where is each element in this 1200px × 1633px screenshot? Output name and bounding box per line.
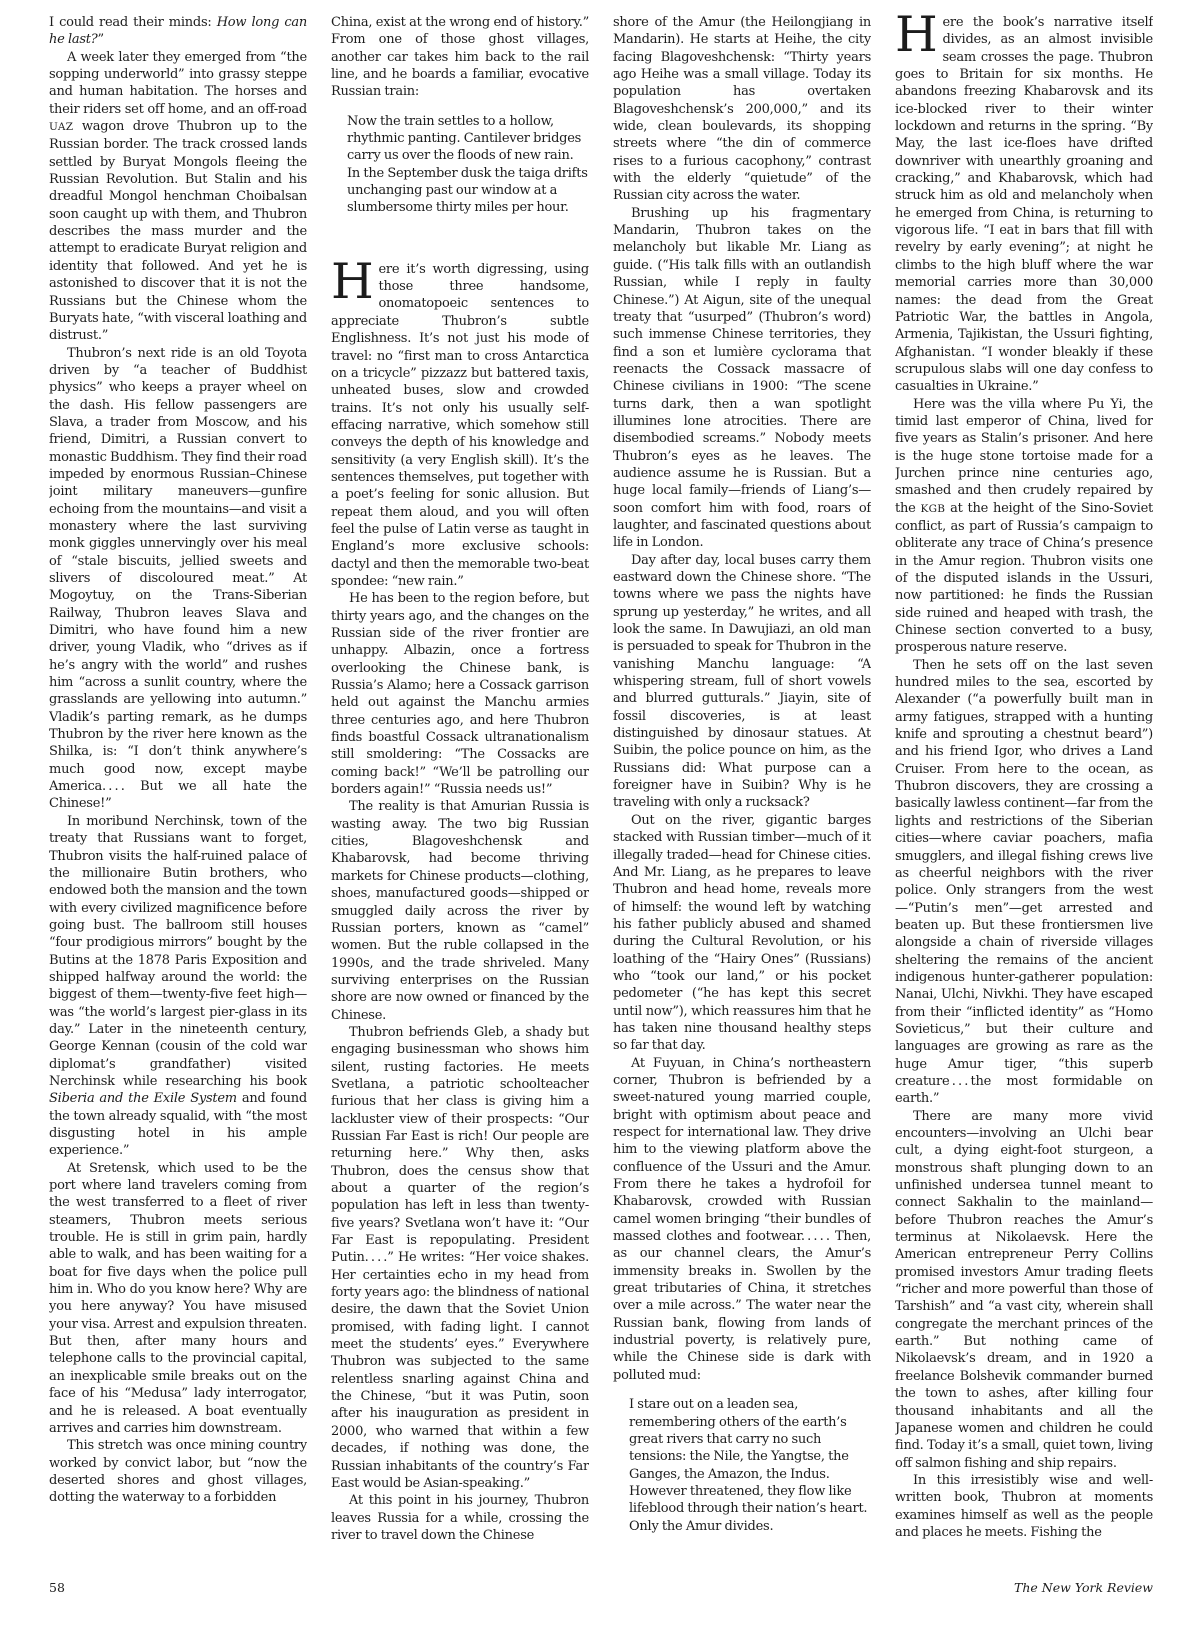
paragraph: There are many more vivid encounters—involving an Ulchi bear cult, a dying eight-foot sturgeon, a monstrous shaft plunging down to an unfinished undersea tunnel meant to connect Sakhalin to the mainland—before Thubron reaches the Amur’s terminus at Nikolaevsk. Here the American entrepreneur Perry Collins promised investors Amur trading fleets “richer and more powerful than those of Tarshish” and “a vast city, wherein shall congregate the merchant princes of the earth.” But nothing came of Nikolaevsk’s dream, and in 1920 a freelance Bolshevik commander burned the town to ashes, after killing four thousand inhabitants and all the Japanese women and children he could find. Today it’s a small, quiet town, living off salmon fishing and ship repairs. [895, 1108, 1153, 1471]
small-caps-text: KGB [920, 502, 946, 515]
text-run: In moribund Nerchinsk, town of the treaty that Russians want to forget, Thubron visits the half-ruined palace of the millionaire Butin brothers, who endowed both the mansion and the town with every civilized magnificence before going bust. The ballroom still houses “four prodigious mirrors” bought by the Butins at the 1878 Paris Exposition and shipped halfway around the world: the biggest of them—twenty-five feet high—was “the world’s largest pier-glass in its day.” Later in the nineteenth century, George Kennan (cousin of the cold war diplomat’s grandfather) visited Nerchinsk while researching his book [49, 813, 307, 1089]
text-run: wagon drove Thubron up to the Russian border. The track crossed lands settled by Buryat Mongols fleeing the Russian Revolution. But Stalin and his dreadful Mongol henchman Choibalsan soon caught up with them, and Thubron describes the mass murder and the attempt to eradicate Buryat religion and identity that followed. And yet he is astonished to discover that it is not the Russians but the Chinese whom the Buryats hate, “with visceral loathing and distrust.” [49, 119, 307, 344]
paragraph [331, 252, 589, 591]
paragraph: At Sretensk, which used to be the port where land travelers coming from the west transferred to a fleet of river steamers, Thubron meets serious trouble. He is still in grim pain, hardly able to walk, and has been waiting for a boat for five days when the police pull him in. Who do you know here? Why are you here anyway? You have misused your visa. Arrest and expulsion threaten. But then, after many hours and telephone calls to the provincial capital, an inexplicable smile breaks out on the face of his “Medusa” lady interrogator, and he is released. A boat eventually arrives and carries him downstream. [49, 1160, 307, 1436]
drop-cap: H [895, 14, 938, 63]
paragraph: Thubron’s next ride is an old Toyota driven by “a teacher of Buddhist physics” who keeps a prayer wheel on the dash. His fellow passengers are Slava, a trader from Moscow, and his friend, Dimitri, a Russian convert to monastic Buddhism. They find their road impeded by enormous Russian–Chinese joint military maneuvers—gunfire echoing from the mountains—and visit a monastery where the last surviving monk giggles unnervingly over his meal of “stale biscuits, jellied sweets and slivers of discoloured meat.” At Mogoytuy, on the Trans-Siberian Railway, Thubron leaves Slava and Dimitri, who have found him a new driver, young Vladik, who “drives as if he’s angry with the world” and rushes him “across a sunlit country, where the grasslands are yellowing into autumn.” Vladik’s parting remark, as he dumps Thubron by the river here known as the Shilka, is: “I don’t think anywhere’s much good now, except maybe America. . . . But we all hate the Chinese!” [49, 345, 307, 812]
paragraph: In this irresistibly wise and well-written book, Thubron at moments examines himself as well as the people and places he meets. Fishing the [895, 1472, 1153, 1540]
text-run: I could read their minds: [49, 15, 217, 30]
paragraph [895, 396, 1153, 657]
text-run: ere it’s worth digressing, using those three handsome, onomatopoeic sentences to appreciate Thubron’s subtle Englishness. It’s not just his mode of travel: no “first man to cross Antarctica on a tricycle” pizzazz but battered taxis, unheated buses, slow and crowded trains. It’s not only his usually self-effacing narrative, which somehow still conveys the depth of his knowledge and sensitivity (a very English skill). It’s the sentences themselves, put together with a poet’s feeling for sonic allusion. But repeat them aloud, and you will often feel the pulse of Latin verse as taught in England’s more exclusive schools: dactyl and then the memorable two-beat spondee: “new rain.” [331, 261, 589, 589]
paragraph: At Fuyuan, in China’s northeastern corner, Thubron is befriended by a sweet-natured young married couple, bright with optimism about peace and respect for international law. They drive him to the viewing platform above the confluence of the Ussuri and the Amur. From there he takes a hydrofoil for Khabarovsk, crowded with Russian camel women bringing “their bundles of massed clothes and footwear. . . . . Then, as our channel clears, the Amur’s immensity breaks in. Swollen by the great tributaries of China, it stretches over a mile across.” The water near the Russian bank, flowing from lands of industrial poverty, is relatively pure, while the Chinese side is dark with polluted mud: [613, 1055, 871, 1383]
text-run: at the height of the Sino-Soviet conflict, as part of Russia’s campaign to obliterate any trace of China’s presence in the Amur region. Thubron visits one of the disputed islands in the Ussuri, now partitioned: he finds the Russian side ruined and heaped with trash, the Chinese section converted to a busy, prosperous nature reserve. [895, 500, 1153, 656]
italic-text: How long can he last? [49, 15, 307, 48]
column-4 [895, 14, 1153, 1574]
paragraph [49, 49, 307, 345]
paragraph [49, 14, 307, 49]
column-3 [613, 14, 871, 1574]
paragraph: Out on the river, gigantic barges stacked with Russian timber—much of it illegally traded—head for Chinese cities. And Mr. Liang, as he prepares to leave Thubron and head home, reveals more of himself: the wound left by watching his father publicly abused and shamed during the Cultural Revolution, or his loathing of the “Hairy Ones” (Russians) who “took our land,” or his pocket pedometer (“he has kept this secret until now”), which reassures him that he has taken nine thousand healthy steps so far that day. [613, 812, 871, 1054]
article-columns [49, 14, 1153, 1574]
paragraph: At this point in his journey, Thubron leaves Russia for a while, crossing the river to travel down the Chinese [331, 1493, 589, 1543]
text-run: and found the town already squalid, with “the most disgusting hotel in his ample experience.” [49, 1091, 307, 1159]
paragraph [895, 14, 1153, 396]
text-run: A week later they emerged from “the sopping underworld” into grassy steppe and human habitation. The horses and their riders set off home, and an off-road [49, 49, 307, 117]
paragraph [49, 813, 307, 1160]
paragraph: He has been to the region before, but thirty years ago, and the changes on the Russian side of the river frontier are unhappy. Albazin, once a fortress overlooking the Chinese bank, is Russia’s Alamo; here a Cossack garrison held out against the Manchu armies three centuries ago, and here Thubron finds boastful Cossack ultranationalism still smoldering: “The Cossacks are coming back!” “We’ll be patrolling our borders again!” “Russia needs us!” [331, 591, 589, 798]
block-quote [629, 1396, 871, 1535]
small-caps-text: UAZ [49, 121, 74, 134]
column-1 [49, 14, 307, 1574]
text-run: Here was the villa where Pu Yi, the timid last emperor of China, lived for five years as Stalin’s prisoner. And here is the huge stone tortoise made for a Jurchen prince nine centuries ago, smashed and then crudely repaired by the [895, 396, 1153, 516]
paragraph: This stretch was once mining country worked by convict labor, but “now the deserted shores and ghost villages, dotting the waterway to a forbidden [49, 1438, 307, 1506]
drop-cap: H [331, 252, 374, 310]
paragraph: Then he sets off on the last seven hundred miles to the sea, escorted by Alexander (“a powerfully built man in army fatigues, strapped with a hunting knife and sprouting a chestnut beard”) and his friend Igor, who drives a Land Cruiser. From here to the ocean, as Thubron discovers, they are crossing a basically lawless continent—far from the lights and restrictions of the Siberian cities—where caviar poachers, mafia smugglers, and illegal fishing crews live as cheerful neighbors with the river police. Only strangers from the west—“Putin’s men”—get arrested and beaten up. But these frontiersmen live alongside a chain of riverside villages sheltering the remains of the ancient indigenous hunter-gatherer population: Nanai, Ulchi, Nivkhi. They have escaped from their “inflicted identity” as “Homo Sovieticus,” but their culture and languages are growing as rare as the huge Amur tiger, “this superb creature . . . the most formidable on earth.” [895, 657, 1153, 1107]
column-2 [331, 14, 589, 1574]
page-footer [49, 1580, 1153, 1604]
paragraph: China, exist at the wrong end of history.” From one of those ghost villages, another car takes him back to the rail line, and he boards a familiar, evocative Russian train: [331, 15, 589, 100]
paragraph: Thubron befriends Gleb, a shady but engaging businessman who shows him silent, rusting factories. He meets Svetlana, a patriotic schoolteacher furious that her class is giving him a lackluster view of their prospects: “Our Russian Far East is rich! Our people are returning here.” Why then, asks Thubron, does the census show that about a quarter of the region’s population has left in less than twenty-five years? Svetlana won’t have it: “Our Far East is repopulating. President Putin. . . .” He writes: “Her voice shakes. Her certainties echo in my head from forty years ago: the blindness of national desire, the dawn that the Soviet Union promised, with fading light. I cannot meet the students’ eyes.” Everywhere Thubron was subjected to the same relentless snarling against China and the Chinese, “but it was Putin, soon after his inauguration as president in 2000, who warned that within a few decades, if nothing was done, the Russian inhabitants of the country’s Far East would be Asian-speaking.” [331, 1024, 589, 1491]
text-run: ” [97, 32, 104, 48]
paragraph: The reality is that Amurian Russia is wasting away. The two big Russian cities, Blagoveshchensk and Khabarovsk, had become thriving markets for Chinese products—clothing, shoes, manufactured goods—shipped or smuggled daily across the river by Russian porters, known as “camel” women. But the ruble collapsed in the 1990s, and the trade shriveled. Many surviving enterprises on the Russian shore are now owned or financed by the Chinese. [331, 799, 589, 1023]
paragraph: Brushing up his fragmentary Mandarin, Thubron takes on the melancholy but likable Mr. Liang as guide. (“His talk fills with an outlandish Russian, while I reply in faulty Chinese.”) At Aigun, site of the unequal treaty that “usurped” (Thubron’s word) such immense Chinese territories, they find a son et lumière cyclorama that reenacts the Cossack massacre of Chinese civilians in 1900: “The scene turns dark, then a wan spotlight illumines lone atrocities. There are disembodied screams.” Nobody meets Thubron’s eyes as he leaves. The audience assume he is Russian. But a huge local family—friends of Liang’s—soon comfort him with food, roars of laughter, and fascinated questions about life in London. [613, 205, 871, 551]
quote-text: I stare out on a leaden sea, remembering others of the earth’s great rivers that carry no such tensions: the Nile, the Yangtse, the Ganges, the Amazon, the Indus. However threatened, they flow like lifeblood through their nation’s heart. Only the Amur divides. [629, 1397, 868, 1534]
paragraph: Day after day, local buses carry them eastward down the Chinese shore. “The towns where we pass the nights have sprung up yesterday,” he writes, and all look the same. In Dawujiazi, an old man is persuaded to speak for Thubron in the vanishing Manchu language: “A whispering stream, full of short vowels and blurred gutturals.” Jiayin, site of fossil discoveries, is at least distinguished by dinosaur statues. At Suibin, the police pounce on him, as the Russians did: What purpose can a foreigner have in Suibin? Why is he traveling with only a rucksack? [613, 552, 871, 811]
publication-name: The New York Review [1014, 1580, 1153, 1595]
book-title: Siberia and the Exile System [49, 1091, 237, 1107]
block-quote [347, 113, 589, 217]
text-run: ere the book’s narrative itself divides, as an almost invisible seam crosses the page. Thubron goes to Britain for six months. He abandons freezing Khabarovsk and its ice-blocked river to their winter lockdown and returns in the spring. “By May, the last ice-floes have drifted downriver with unearthly groaning and cracking,” and Khabarovsk, which had struck him as old and melancholy when he emerged from China, is returning to vigorous life. “I eat in bars that fill with revelry by early evening”; at night he climbs to the high bluff where the war memorial carries more than 30,000 names: the dead from the Great Patriotic War, the battles in Angola, Armenia, Tajikistan, the Ussuri fighting, Afghanistan. “I wonder bleakly if these scrupulous slabs will one day confess to casualties in Ukraine.” [895, 15, 1153, 395]
paragraph: shore of the Amur (the Heilongjiang in Mandarin). He starts at Heihe, the city facing Blagoveshchensk: “Thirty years ago Heihe was a small village. Today its population has overtaken Blagoveshchensk’s 200,000,” and its wide, clean boulevards, its shopping streets where “the din of commerce rises to a furious cacophony,” contrast with the elderly “quietude” of the Russian city across the water. [613, 15, 871, 204]
quote-text: Now the train settles to a hollow, rhythmic panting. Cantilever bridges carry us over the floods of new rain. In the September dusk the taiga drifts unchanging past our window at a slumbersome thirty miles per hour. [347, 113, 588, 216]
page-number: 58 [49, 1580, 65, 1595]
